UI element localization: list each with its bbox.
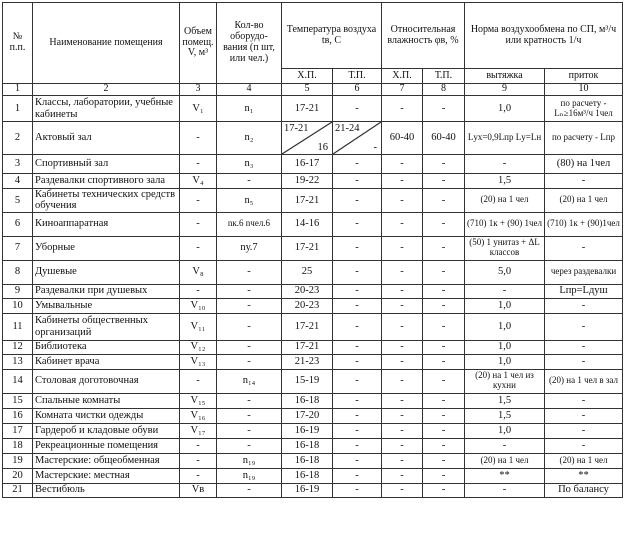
row-number: 18 bbox=[3, 438, 33, 453]
room-volume: - bbox=[180, 453, 217, 468]
exhaust-norm: 1,0 bbox=[465, 298, 545, 313]
humidity-warm-period: - bbox=[423, 483, 465, 497]
table-row bbox=[3, 423, 623, 438]
exhaust-norm: 1,0 bbox=[465, 354, 545, 369]
room-name: Классы, лаборатории, учебные кабинеты bbox=[33, 96, 180, 122]
row-number: 1 bbox=[3, 96, 33, 122]
exhaust-norm: (20) на 1 чел bbox=[465, 453, 545, 468]
room-volume: V₁₇ bbox=[180, 423, 217, 438]
equipment-count: - bbox=[217, 483, 282, 497]
room-name: Умывальные bbox=[33, 298, 180, 313]
exhaust-norm: 5,0 bbox=[465, 260, 545, 284]
temp-cold-period: 17-21 bbox=[282, 96, 333, 122]
ventilation-norms-table bbox=[2, 2, 623, 498]
equipment-count: - bbox=[217, 423, 282, 438]
temp-warm-period: - bbox=[333, 453, 382, 468]
column-number-row bbox=[3, 84, 623, 96]
temp-warm-period: - bbox=[333, 423, 382, 438]
equipment-count: - bbox=[217, 313, 282, 340]
temp-cold-period: 16-17 bbox=[282, 155, 333, 174]
exhaust-norm: ** bbox=[465, 468, 545, 483]
header-num: № п.п. bbox=[3, 3, 33, 84]
temp-value-upper: 21-24 bbox=[335, 123, 360, 134]
room-name: Кабинеты технических средств обучения bbox=[33, 189, 180, 213]
header-row-main bbox=[3, 3, 623, 69]
supply-norm: Lпр=Lдуш bbox=[545, 284, 623, 298]
humidity-warm-period: - bbox=[423, 174, 465, 189]
temp-cold-period: 14-16 bbox=[282, 212, 333, 236]
temp-cold-period: 17-20 bbox=[282, 408, 333, 423]
equipment-count: - bbox=[217, 298, 282, 313]
table-row bbox=[3, 468, 623, 483]
row-number: 14 bbox=[3, 369, 33, 393]
row-number: 10 bbox=[3, 298, 33, 313]
row-number: 9 bbox=[3, 284, 33, 298]
room-volume: V₄ bbox=[180, 174, 217, 189]
room-volume: V₁₆ bbox=[180, 408, 217, 423]
exhaust-norm: 1,5 bbox=[465, 408, 545, 423]
humidity-cold-period: - bbox=[382, 483, 423, 497]
supply-norm: ** bbox=[545, 468, 623, 483]
supply-norm: - bbox=[545, 438, 623, 453]
supply-norm: - bbox=[545, 298, 623, 313]
colnum: 10 bbox=[545, 84, 623, 96]
humidity-cold-period: - bbox=[382, 298, 423, 313]
temp-warm-period: - bbox=[333, 393, 382, 408]
header-temp-xp: Х.П. bbox=[282, 69, 333, 84]
supply-norm: (20) на 1 чел в зал bbox=[545, 369, 623, 393]
row-number: 7 bbox=[3, 236, 33, 260]
header-supply: приток bbox=[545, 69, 623, 84]
table-row bbox=[3, 453, 623, 468]
temp-warm-period: - bbox=[333, 468, 382, 483]
humidity-warm-period: - bbox=[423, 438, 465, 453]
exhaust-norm: - bbox=[465, 284, 545, 298]
temp-cold-period: 20-23 bbox=[282, 284, 333, 298]
row-number: 21 bbox=[3, 483, 33, 497]
row-number: 12 bbox=[3, 340, 33, 354]
humidity-warm-period: - bbox=[423, 423, 465, 438]
header-humidity: Относительная влажность φв, % bbox=[382, 3, 465, 69]
room-name: Кабинет врача bbox=[33, 354, 180, 369]
humidity-cold-period: - bbox=[382, 96, 423, 122]
temp-warm-period: - bbox=[333, 174, 382, 189]
table-row bbox=[3, 369, 623, 393]
equipment-count: n₃ bbox=[217, 155, 282, 174]
supply-norm: - bbox=[545, 340, 623, 354]
room-volume: Vв bbox=[180, 483, 217, 497]
temp-cold-period: 17-21 bbox=[282, 313, 333, 340]
room-volume: - bbox=[180, 212, 217, 236]
room-name: Мастерские: общеобменная bbox=[33, 453, 180, 468]
exhaust-norm: (710) 1к + (90) 1чел bbox=[465, 212, 545, 236]
exhaust-norm: Lух=0,9Lпр Lу=Lн bbox=[465, 122, 545, 155]
temp-warm-period: - bbox=[333, 313, 382, 340]
equipment-count: - bbox=[217, 408, 282, 423]
humidity-cold-period: - bbox=[382, 423, 423, 438]
table-row bbox=[3, 236, 623, 260]
exhaust-norm: (50) 1 унитаз + ΔL классов bbox=[465, 236, 545, 260]
temp-warm-period bbox=[333, 122, 382, 155]
temp-cold-period: 15-19 bbox=[282, 369, 333, 393]
temp-warm-period: - bbox=[333, 155, 382, 174]
room-volume: - bbox=[180, 438, 217, 453]
table-row bbox=[3, 313, 623, 340]
equipment-count: n₁ bbox=[217, 96, 282, 122]
humidity-warm-period: - bbox=[423, 189, 465, 213]
supply-norm: - bbox=[545, 174, 623, 189]
exhaust-norm: (20) на 1 чел из кухни bbox=[465, 369, 545, 393]
row-number: 8 bbox=[3, 260, 33, 284]
temp-value-lower: - bbox=[373, 141, 377, 153]
equipment-count: - bbox=[217, 284, 282, 298]
temp-warm-period: - bbox=[333, 236, 382, 260]
exhaust-norm: - bbox=[465, 155, 545, 174]
humidity-cold-period: - bbox=[382, 393, 423, 408]
temp-warm-period: - bbox=[333, 354, 382, 369]
room-volume: - bbox=[180, 189, 217, 213]
room-volume: V₁₀ bbox=[180, 298, 217, 313]
supply-norm: По балансу bbox=[545, 483, 623, 497]
room-volume: V₁₂ bbox=[180, 340, 217, 354]
temp-value-upper: 17-21 bbox=[284, 123, 309, 134]
room-name: Уборные bbox=[33, 236, 180, 260]
temp-cold-period: 16-18 bbox=[282, 438, 333, 453]
room-volume: V₁₃ bbox=[180, 354, 217, 369]
temp-cold-period bbox=[282, 122, 333, 155]
equipment-count: nк.6 nчел.6 bbox=[217, 212, 282, 236]
temp-cold-period: 17-21 bbox=[282, 340, 333, 354]
equipment-count: n₁₄ bbox=[217, 369, 282, 393]
colnum: 9 bbox=[465, 84, 545, 96]
temp-warm-period: - bbox=[333, 408, 382, 423]
humidity-cold-period: - bbox=[382, 453, 423, 468]
row-number: 3 bbox=[3, 155, 33, 174]
room-name: Вестибюль bbox=[33, 483, 180, 497]
colnum: 5 bbox=[282, 84, 333, 96]
room-name: Гардероб и кладовые обуви bbox=[33, 423, 180, 438]
row-number: 11 bbox=[3, 313, 33, 340]
colnum: 8 bbox=[423, 84, 465, 96]
room-volume: - bbox=[180, 369, 217, 393]
supply-norm: - bbox=[545, 423, 623, 438]
temp-warm-period: - bbox=[333, 96, 382, 122]
header-exhaust: вытяжка bbox=[465, 69, 545, 84]
row-number: 5 bbox=[3, 189, 33, 213]
table-row bbox=[3, 260, 623, 284]
humidity-cold-period: - bbox=[382, 369, 423, 393]
temp-warm-period: - bbox=[333, 260, 382, 284]
supply-norm: - bbox=[545, 236, 623, 260]
colnum: 4 bbox=[217, 84, 282, 96]
equipment-count: - bbox=[217, 174, 282, 189]
room-name: Душевые bbox=[33, 260, 180, 284]
humidity-warm-period: - bbox=[423, 236, 465, 260]
temp-cold-period: 17-21 bbox=[282, 189, 333, 213]
table-row bbox=[3, 298, 623, 313]
room-volume: V₈ bbox=[180, 260, 217, 284]
humidity-warm-period: - bbox=[423, 260, 465, 284]
supply-norm: через раздевалки bbox=[545, 260, 623, 284]
humidity-warm-period: - bbox=[423, 408, 465, 423]
equipment-count: - bbox=[217, 393, 282, 408]
room-volume: - bbox=[180, 236, 217, 260]
colnum: 6 bbox=[333, 84, 382, 96]
humidity-cold-period: - bbox=[382, 236, 423, 260]
humidity-warm-period: - bbox=[423, 354, 465, 369]
temp-cold-period: 16-18 bbox=[282, 453, 333, 468]
temp-warm-period: - bbox=[333, 284, 382, 298]
supply-norm: - bbox=[545, 313, 623, 340]
humidity-cold-period: - bbox=[382, 212, 423, 236]
humidity-warm-period: - bbox=[423, 298, 465, 313]
humidity-warm-period: - bbox=[423, 96, 465, 122]
supply-norm: - bbox=[545, 354, 623, 369]
row-number: 15 bbox=[3, 393, 33, 408]
room-name: Спальные комнаты bbox=[33, 393, 180, 408]
header-temperature: Температура воздуха tв, С bbox=[282, 3, 382, 69]
room-name: Раздевалки спортивного зала bbox=[33, 174, 180, 189]
temp-cold-period: 16-18 bbox=[282, 393, 333, 408]
humidity-cold-period: - bbox=[382, 408, 423, 423]
temp-warm-period: - bbox=[333, 189, 382, 213]
header-hum-tp: Т.П. bbox=[423, 69, 465, 84]
table-row bbox=[3, 96, 623, 122]
humidity-cold-period: - bbox=[382, 174, 423, 189]
equipment-count: n₅ bbox=[217, 189, 282, 213]
equipment-count: n₂ bbox=[217, 122, 282, 155]
table-row bbox=[3, 155, 623, 174]
humidity-cold-period: - bbox=[382, 313, 423, 340]
humidity-warm-period: - bbox=[423, 340, 465, 354]
colnum: 1 bbox=[3, 84, 33, 96]
exhaust-norm: 1,5 bbox=[465, 393, 545, 408]
supply-norm: по расчету - Lₙ≥16м³/ч 1чел bbox=[545, 96, 623, 122]
table-row bbox=[3, 393, 623, 408]
header-air-exchange: Норма воздухообмена по СП, м³/ч или кратность 1/ч bbox=[465, 3, 623, 69]
colnum: 3 bbox=[180, 84, 217, 96]
room-volume: - bbox=[180, 155, 217, 174]
temp-value-lower: 16 bbox=[317, 141, 328, 153]
exhaust-norm: 1,5 bbox=[465, 174, 545, 189]
humidity-warm-period: - bbox=[423, 393, 465, 408]
humidity-cold-period: - bbox=[382, 155, 423, 174]
table-row bbox=[3, 189, 623, 213]
equipment-count: - bbox=[217, 260, 282, 284]
table-body bbox=[3, 96, 623, 498]
equipment-count: - bbox=[217, 438, 282, 453]
room-volume: V₁₁ bbox=[180, 313, 217, 340]
row-number: 20 bbox=[3, 468, 33, 483]
humidity-warm-period: - bbox=[423, 313, 465, 340]
humidity-cold-period: - bbox=[382, 354, 423, 369]
room-name: Киноаппаратная bbox=[33, 212, 180, 236]
table-row bbox=[3, 122, 623, 155]
table-row bbox=[3, 340, 623, 354]
room-name: Кабинеты общественных организаций bbox=[33, 313, 180, 340]
humidity-warm-period: - bbox=[423, 369, 465, 393]
exhaust-norm: 1,0 bbox=[465, 340, 545, 354]
header-name: Наименование помещения bbox=[33, 3, 180, 84]
exhaust-norm: 1,0 bbox=[465, 313, 545, 340]
supply-norm: (80) на 1чел bbox=[545, 155, 623, 174]
equipment-count: - bbox=[217, 340, 282, 354]
row-number: 16 bbox=[3, 408, 33, 423]
humidity-cold-period: - bbox=[382, 260, 423, 284]
room-name: Библиотека bbox=[33, 340, 180, 354]
room-name: Раздевалки при душевых bbox=[33, 284, 180, 298]
room-name: Рекреационные помещения bbox=[33, 438, 180, 453]
temp-warm-period: - bbox=[333, 298, 382, 313]
humidity-cold-period: - bbox=[382, 438, 423, 453]
humidity-warm-period: - bbox=[423, 284, 465, 298]
table-row bbox=[3, 174, 623, 189]
colnum: 2 bbox=[33, 84, 180, 96]
exhaust-norm: (20) на 1 чел bbox=[465, 189, 545, 213]
table-row bbox=[3, 354, 623, 369]
humidity-cold-period: - bbox=[382, 189, 423, 213]
header-hum-xp: Х.П. bbox=[382, 69, 423, 84]
table-row bbox=[3, 438, 623, 453]
room-name: Столовая доготовочная bbox=[33, 369, 180, 393]
header-equipment: Кол-во оборудо-вания (п шт, или чел.) bbox=[217, 3, 282, 84]
temp-warm-period: - bbox=[333, 212, 382, 236]
temp-cold-period: 16-19 bbox=[282, 423, 333, 438]
row-number: 6 bbox=[3, 212, 33, 236]
humidity-cold-period: - bbox=[382, 468, 423, 483]
row-number: 13 bbox=[3, 354, 33, 369]
supply-norm: по расчету - Lпр bbox=[545, 122, 623, 155]
room-volume: - bbox=[180, 284, 217, 298]
humidity-warm-period: - bbox=[423, 155, 465, 174]
supply-norm: (20) на 1 чел bbox=[545, 453, 623, 468]
row-number: 17 bbox=[3, 423, 33, 438]
header-temp-tp: Т.П. bbox=[333, 69, 382, 84]
room-name: Актовый зал bbox=[33, 122, 180, 155]
table-row bbox=[3, 284, 623, 298]
row-number: 2 bbox=[3, 122, 33, 155]
temp-cold-period: 17-21 bbox=[282, 236, 333, 260]
humidity-cold-period: - bbox=[382, 340, 423, 354]
supply-norm: (20) на 1 чел bbox=[545, 189, 623, 213]
equipment-count: n₁₉ bbox=[217, 453, 282, 468]
temp-cold-period: 16-18 bbox=[282, 468, 333, 483]
humidity-warm-period: - bbox=[423, 212, 465, 236]
room-volume: - bbox=[180, 468, 217, 483]
room-volume: V₁₅ bbox=[180, 393, 217, 408]
table-row bbox=[3, 408, 623, 423]
equipment-count: nу.7 bbox=[217, 236, 282, 260]
humidity-warm-period: - bbox=[423, 468, 465, 483]
table-row bbox=[3, 483, 623, 497]
temp-warm-period: - bbox=[333, 369, 382, 393]
humidity-warm-period: 60-40 bbox=[423, 122, 465, 155]
room-volume: V₁ bbox=[180, 96, 217, 122]
temp-cold-period: 20-23 bbox=[282, 298, 333, 313]
temp-cold-period: 21-23 bbox=[282, 354, 333, 369]
equipment-count: n₁₉ bbox=[217, 468, 282, 483]
humidity-cold-period: 60-40 bbox=[382, 122, 423, 155]
exhaust-norm: 1,0 bbox=[465, 96, 545, 122]
exhaust-norm: - bbox=[465, 483, 545, 497]
temp-cold-period: 19-22 bbox=[282, 174, 333, 189]
exhaust-norm: 1,0 bbox=[465, 423, 545, 438]
exhaust-norm: - bbox=[465, 438, 545, 453]
header-volume: Объем помещ. V, м³ bbox=[180, 3, 217, 84]
equipment-count: - bbox=[217, 354, 282, 369]
table-row bbox=[3, 212, 623, 236]
temp-cold-period: 25 bbox=[282, 260, 333, 284]
row-number: 4 bbox=[3, 174, 33, 189]
supply-norm: - bbox=[545, 393, 623, 408]
supply-norm: - bbox=[545, 408, 623, 423]
temp-warm-period: - bbox=[333, 438, 382, 453]
temp-warm-period: - bbox=[333, 340, 382, 354]
temp-warm-period: - bbox=[333, 483, 382, 497]
room-volume: - bbox=[180, 122, 217, 155]
colnum: 7 bbox=[382, 84, 423, 96]
temp-cold-period: 16-19 bbox=[282, 483, 333, 497]
humidity-cold-period: - bbox=[382, 284, 423, 298]
room-name: Спортивный зал bbox=[33, 155, 180, 174]
room-name: Мастерские: местная bbox=[33, 468, 180, 483]
row-number: 19 bbox=[3, 453, 33, 468]
humidity-warm-period: - bbox=[423, 453, 465, 468]
room-name: Комната чистки одежды bbox=[33, 408, 180, 423]
supply-norm: (710) 1к + (90)1чел bbox=[545, 212, 623, 236]
